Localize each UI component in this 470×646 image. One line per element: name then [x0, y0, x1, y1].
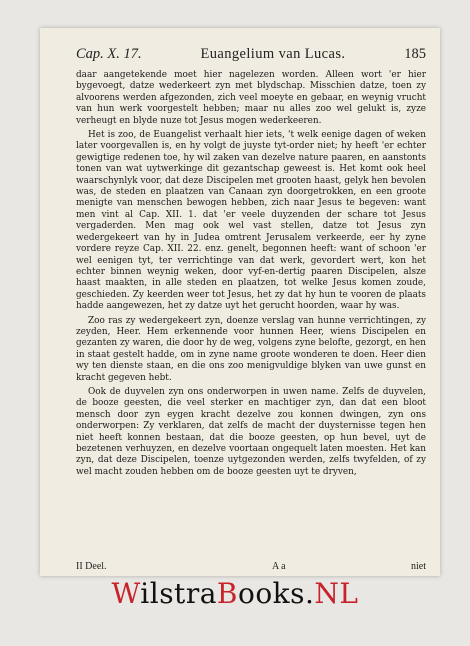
chapter-reference: Cap. X. 17.: [76, 46, 142, 62]
paragraph: Zoo ras zy wedergekeert zyn, doenze verslag van hunne verrichtingen, zy zeyden, Heer. Hem erkennende voor hunnen Heer, wiens Discipelen en gezanten zy waren, die door hy de weg, volgens zyne belofte, gezorgt, en hen in staat gestelt hadde, om in zyne name groote wonderen te doen. Heer dien wy ten dienste staan, en die ons zoo menigvuldige blyken van uwe gunst en kracht gegeven hebt.: [76, 315, 426, 383]
paragraph: Ook de duyvelen zyn ons onderworpen in uwen name. Zelfs de duyvelen, de booze geesten, die veel sterker en machtiger zyn, dan dat een bloot mensch door zyn eygen kracht dezelve zou konnen dwingen, zyn ons onderworpen: Zy verklaren, dat zelfs de macht der duysternisse tegen hen niet heeft konnen bestaan, dat die booze geesten, op hun bevel, uyt de bezetenen verhuyzen, en dezelve voortaan ongequelt laten moesten. Het kan zyn, dat deze Discipelen, toenze uytgezonden werden, zelfs twyfelden, of zy wel macht zouden hebben om de booze geesten uyt te dryven,: [76, 386, 426, 477]
watermark-text-ooks: ooks.: [237, 577, 315, 610]
watermark-logo: [0, 577, 470, 610]
page-footer: [76, 561, 426, 572]
watermark-initial-b: B: [216, 577, 238, 610]
book-page: [40, 28, 440, 576]
watermark-text-ilstra: ilstra: [140, 577, 217, 610]
volume-label: II Deel.: [76, 561, 107, 572]
paragraph: daar aangetekende moet hier nagelezen worden. Alleen wort 'er hier bygevoegt, datze wederkeert zyn met blydschap. Misschien datze, toen zy alvoorens werden afgezonden, zich veel moeyte en gebaar, en weynig vrucht van hun werk voorgestelt hebben; maar nu alles zoo wel gelukt is, zyze verheugt en blyde nuze tot Jesus mogen wederkeeren.: [76, 70, 426, 126]
running-title: Euangelium van Lucas.: [200, 46, 346, 62]
catchword: niet: [411, 561, 426, 572]
paragraph: Het is zoo, de Euangelist verhaalt hier iets, 't welk eenige dagen of weken later voorgevallen is, en hy volgt de juyste tyt-order niet; hy heeft 'er echter gewigtige redenen toe, hy wil zaken van dezelve nature paaren, en aanstonts tonen van wat uytwerkinge dit gezantschap geweest is. Het komt ook heel waarschynlyk voor, dat deze Discipelen met grooten haast, gelyk hen bevolen was, de steden en plaatzen van Canaan zyn doorgetrokken, en een groote menigte van menschen bewogen hebben, zich naar Jesus te begeven: want men vint al Cap. XII. 1. dat 'er veele duyzenden der schare tot Jesus vergaderden. Men mag ook wel vast stellen, datze tot Jesus zyn wedergekeert van hy in Judea omtrent Jerusalem verkeerde, eer hy zyne vordere reyze Cap. XII. 22. enz. genelt, begonnen heeft: want of schoon 'er wel eenigen tyt, ter verrichtinge van dat werk, gevordert wert, kon het echter binnen weynig weken, door vyf-en-dertig paaren Discipelen, alsze haast maakten, in alle steden en plaatzen, tot welke Jesus komen zoude, geschieden. Zy keerden weer tot Jesus, het zy dat hy hun te vooren de plaats hadde aangewezen, het zy datze uyt het gerucht hoorden, waar hy was.: [76, 130, 426, 312]
page-header: [76, 46, 426, 63]
watermark-initial-w: W: [111, 577, 141, 610]
page-number: 185: [404, 46, 426, 62]
page-body: [76, 70, 426, 481]
watermark-tld: NL: [314, 577, 359, 610]
signature-mark: A a: [271, 561, 286, 572]
